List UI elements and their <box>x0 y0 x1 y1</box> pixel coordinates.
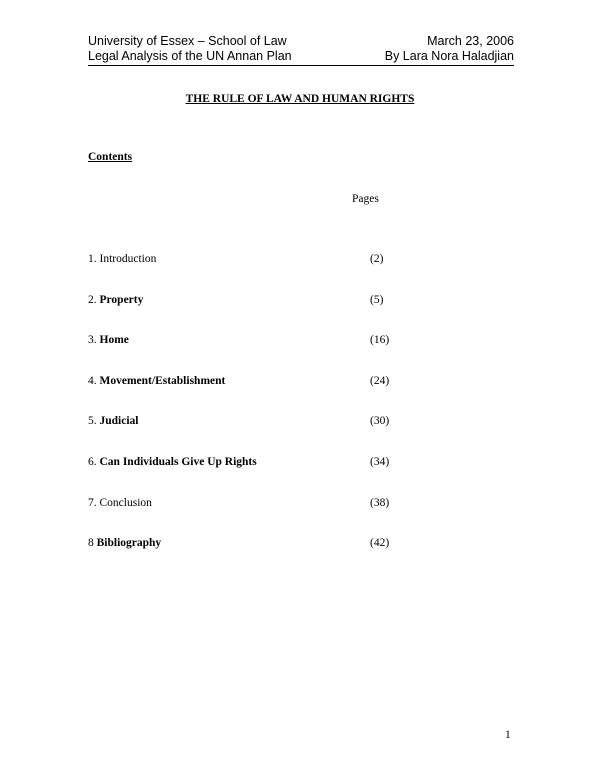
toc-entry-home[interactable] <box>88 334 408 375</box>
pages-column-label: Pages <box>352 193 379 205</box>
toc-entry-number: 4. <box>88 374 100 387</box>
header-row-2 <box>88 49 514 64</box>
page-number: 1 <box>505 729 511 741</box>
toc-entry-title: Can Individuals Give Up Rights <box>99 455 257 468</box>
toc-entry-label <box>88 456 257 468</box>
contents-heading: Contents <box>88 151 133 163</box>
toc-entry-page: (30) <box>370 415 390 428</box>
header-author: By Lara Nora Haladjian <box>384 49 514 63</box>
toc-entry-page: (24) <box>370 374 390 387</box>
toc-entry-page: (2) <box>370 253 384 265</box>
toc-entry-number: 2. <box>88 293 100 306</box>
toc-entry-number: 3. <box>88 334 100 347</box>
toc-entry-title: Home <box>99 334 129 347</box>
toc-entry-label <box>88 334 129 346</box>
toc-entry-title: Introduction <box>99 253 157 265</box>
toc-entry-label <box>88 415 138 427</box>
toc-entry-judicial[interactable] <box>88 415 408 456</box>
toc-entry-number: 5. <box>88 415 100 428</box>
toc-entry-title: Movement/Establishment <box>99 374 226 387</box>
toc-entry-page: (16) <box>370 334 390 347</box>
header-institution: University of Essex – School of Law <box>88 34 287 48</box>
toc-entry-label <box>88 497 152 509</box>
page-header <box>88 34 514 66</box>
document-title: THE RULE OF LAW AND HUMAN RIGHTS <box>185 93 415 105</box>
toc-entry-label <box>88 375 225 387</box>
toc-entry-page: (34) <box>370 455 390 468</box>
toc-entry-conclusion[interactable] <box>88 497 408 538</box>
toc-entry-label <box>88 537 161 549</box>
toc-entry-number: 7. <box>88 496 100 509</box>
toc-entry-title: Conclusion <box>99 496 152 509</box>
toc-entry-page: (42) <box>370 537 390 550</box>
toc-entry-movement-establishment[interactable] <box>88 375 408 416</box>
toc-entry-title: Bibliography <box>96 537 162 550</box>
header-date: March 23, 2006 <box>427 34 514 48</box>
toc-entry-bibliography[interactable] <box>88 537 408 578</box>
table-of-contents <box>88 253 408 578</box>
toc-entry-introduction[interactable] <box>88 253 408 294</box>
toc-entry-title: Judicial <box>99 415 139 428</box>
toc-entry-number: 1. <box>88 253 100 265</box>
toc-entry-title: Property <box>99 293 144 306</box>
header-subject: Legal Analysis of the UN Annan Plan <box>88 49 292 63</box>
toc-entry-number: 6. <box>88 455 100 468</box>
toc-entry-label <box>88 294 143 306</box>
toc-entry-page: (38) <box>370 496 390 509</box>
toc-entry-give-up-rights[interactable] <box>88 456 408 497</box>
header-row-1 <box>88 34 514 49</box>
toc-entry-label <box>88 253 156 265</box>
toc-entry-number: 8 <box>88 537 97 550</box>
toc-entry-property[interactable] <box>88 294 408 335</box>
toc-entry-page: (5) <box>370 293 384 306</box>
